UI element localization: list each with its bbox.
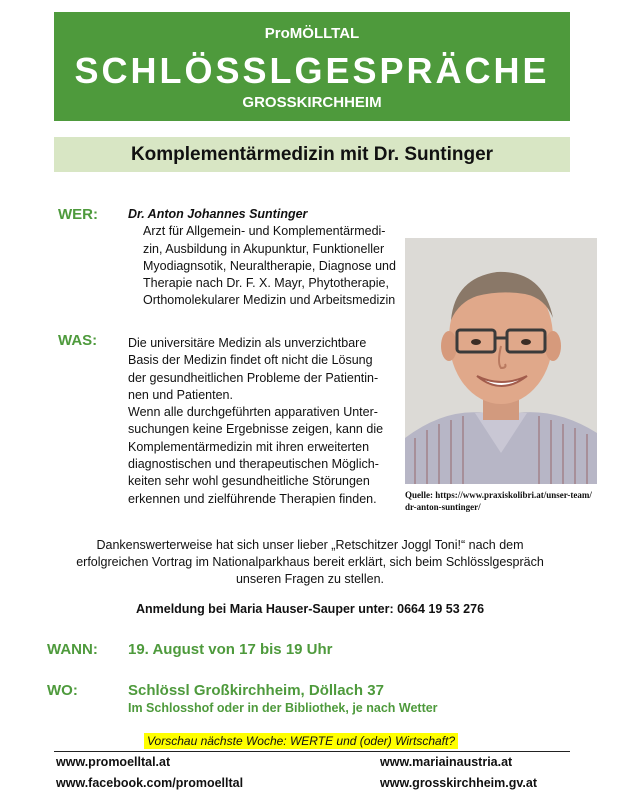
link-mariainaustria[interactable]: www.mariainaustria.at bbox=[380, 755, 513, 769]
was-line: Wenn alle durchgeführten apparativen Unter- bbox=[128, 405, 378, 420]
thanks-paragraph bbox=[60, 537, 560, 588]
location-note: Im Schlosshof oder in der Bibliothek, je nach Wetter bbox=[128, 701, 438, 715]
banner-subtitle: GROSSKIRCHHEIM bbox=[242, 94, 382, 111]
was-text bbox=[128, 335, 403, 508]
speaker-bio bbox=[128, 223, 408, 309]
was-line: der gesundheitlichen Probleme der Patientin- bbox=[128, 370, 379, 385]
bio-line: Orthomolekularer Medizin und Arbeitsmedizin bbox=[143, 293, 396, 308]
bio-line: zin, Ausbildung in Akupunktur, Funktioneller bbox=[143, 241, 385, 256]
speaker-name: Dr. Anton Johannes Suntinger bbox=[128, 207, 308, 221]
thanks-line: Dankenswerterweise hat sich unser lieber „Retschitzer Joggl Toni!“ nach dem bbox=[96, 538, 524, 552]
wann-label: WANN: bbox=[47, 641, 98, 658]
next-week-preview: Vorschau nächste Woche: WERTE und (oder) Wirtschaft? bbox=[144, 733, 458, 749]
was-line: keiten sehr wohl gesundheitliche Störungen bbox=[128, 474, 370, 489]
was-line: erkennen und zielführende Therapien finden. bbox=[128, 491, 377, 506]
link-facebook[interactable]: www.facebook.com/promoelltal bbox=[56, 776, 244, 790]
bio-line: Myodiagnsotik, Neuraltherapie, Diagnose und bbox=[143, 258, 396, 273]
topic-heading: Komplementärmedizin mit Dr. Suntinger bbox=[54, 137, 570, 172]
portrait-illustration bbox=[405, 238, 597, 484]
thanks-line: erfolgreichen Vortrag im Nationalparkhaus bereit erklärt, sich beim Schlösslgespräch bbox=[76, 555, 544, 569]
wer-text bbox=[128, 206, 408, 310]
bio-line: Therapie nach Dr. F. X. Mayr, Phytotherapie, bbox=[143, 276, 389, 291]
was-line: Komplementärmedizin mit ihren erweiterten bbox=[128, 439, 370, 454]
banner-pretitle: ProMÖLLTAL bbox=[264, 25, 360, 42]
was-label: WAS: bbox=[58, 332, 98, 349]
wo-label: WO: bbox=[47, 682, 78, 699]
was-line: Die universitäre Medizin als unverzichtbare bbox=[128, 336, 367, 350]
event-location: Schlössl Großkirchheim, Döllach 37 bbox=[128, 682, 384, 699]
was-line: diagnostischen und therapeutischen Möglich- bbox=[128, 457, 379, 472]
was-line: suchungen keine Ergebnisse zeigen, kann die bbox=[128, 422, 384, 437]
was-line: nen und Patienten. bbox=[128, 387, 233, 402]
link-grosskirchheim[interactable]: www.grosskirchheim.gv.at bbox=[380, 776, 537, 790]
thanks-line: unseren Fragen zu stellen. bbox=[235, 572, 384, 586]
bio-line: Arzt für Allgemein- und Komplementärmedi- bbox=[143, 224, 386, 239]
caption-line: dr-anton-suntinger/ bbox=[405, 502, 481, 512]
link-promoelltal[interactable]: www.promoelltal.at bbox=[56, 755, 171, 769]
wer-label: WER: bbox=[58, 206, 98, 223]
speaker-photo bbox=[405, 238, 597, 484]
divider bbox=[54, 751, 570, 752]
registration-info: Anmeldung bei Maria Hauser-Sauper unter: 0664 19 53 276 bbox=[135, 602, 485, 616]
was-line: Basis der Medizin findet oft nicht die Lösung bbox=[128, 353, 373, 368]
photo-caption bbox=[405, 489, 610, 513]
header-banner bbox=[54, 12, 570, 121]
caption-line: Quelle: https://www.praxiskolibri.at/unser-team/ bbox=[405, 490, 592, 500]
event-date: 19. August von 17 bis 19 Uhr bbox=[128, 641, 333, 658]
banner-title: SCHLÖSSLGESPRÄCHE bbox=[74, 50, 550, 91]
